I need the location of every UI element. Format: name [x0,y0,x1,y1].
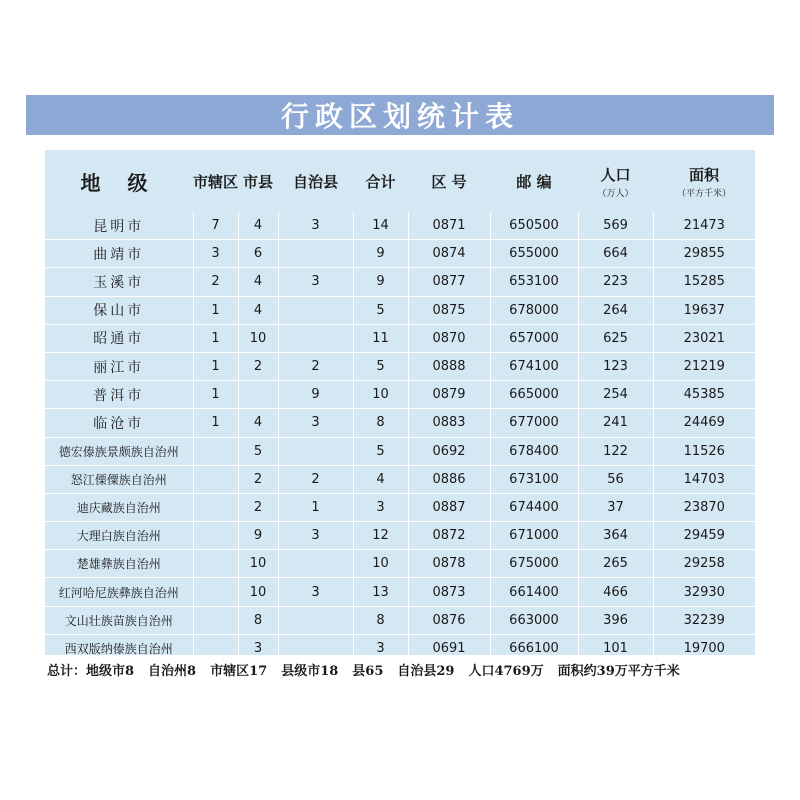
cell-area: 23870 [653,493,755,521]
cell-autonomous: 3 [278,212,353,240]
header-cities: 市县 [242,172,273,191]
cell-total: 14 [353,212,408,240]
header-total: 合计 [365,172,396,191]
cell-autonomous [278,634,353,662]
cell-population: 466 [578,578,653,606]
cell-districts [193,550,238,578]
table-row [45,437,755,465]
cell-postcode: 657000 [490,324,578,352]
cell-population: 122 [578,437,653,465]
cell-total: 8 [353,606,408,634]
table-header-row [45,150,755,212]
table-row [45,240,755,268]
cell-area-code: 0874 [408,240,490,268]
cell-postcode: 674400 [490,493,578,521]
cell-autonomous: 3 [278,522,353,550]
cell-autonomous: 2 [278,465,353,493]
cell-total: 13 [353,578,408,606]
table-row [45,606,755,634]
cell-area-code: 0873 [408,578,490,606]
cell-postcode: 663000 [490,606,578,634]
cell-name: 楚雄彝族自治州 [45,550,193,578]
cell-name: 玉溪市 [45,268,193,296]
table-body [45,212,755,663]
title-bar [26,95,774,135]
footer-item: 市辖区17 [210,664,268,679]
footer-item: 县65 [352,664,384,679]
cell-cities: 2 [238,493,278,521]
footer-item: 自治州8 [148,664,197,679]
cell-districts: 1 [193,296,238,324]
cell-area: 19700 [653,634,755,662]
cell-name: 普洱市 [45,381,193,409]
cell-autonomous: 1 [278,493,353,521]
footer-summary [47,660,767,679]
cell-area-code: 0871 [408,212,490,240]
header-districts: 市辖区 [193,172,239,191]
cell-population: 265 [578,550,653,578]
table-row [45,296,755,324]
cell-cities: 5 [238,437,278,465]
header-area [653,150,755,212]
cell-area: 14703 [653,465,755,493]
cell-total: 5 [353,352,408,380]
page-title: 行政区划统计表 [280,100,519,133]
cell-postcode: 678000 [490,296,578,324]
cell-area: 24469 [653,409,755,437]
cell-area-code: 0870 [408,324,490,352]
cell-population: 101 [578,634,653,662]
cell-name: 迪庆藏族自治州 [45,493,193,521]
cell-total: 12 [353,522,408,550]
cell-postcode: 655000 [490,240,578,268]
cell-postcode: 650500 [490,212,578,240]
cell-area: 29855 [653,240,755,268]
cell-area-code: 0692 [408,437,490,465]
table-row [45,212,755,240]
table-row [45,578,755,606]
table-row [45,493,755,521]
cell-population: 56 [578,465,653,493]
table-row [45,550,755,578]
cell-cities: 10 [238,578,278,606]
table-row [45,352,755,380]
cell-cities: 10 [238,550,278,578]
cell-postcode: 665000 [490,381,578,409]
cell-population: 254 [578,381,653,409]
cell-population: 264 [578,296,653,324]
cell-population: 364 [578,522,653,550]
header-population [578,150,653,212]
cell-name: 德宏傣族景颇族自治州 [45,437,193,465]
cell-postcode: 674100 [490,352,578,380]
footer-item: 总计：地级市8 [47,664,135,679]
cell-districts: 7 [193,212,238,240]
header-population-unit: （万人） [597,188,634,199]
cell-area: 15285 [653,268,755,296]
table-row [45,324,755,352]
cell-autonomous: 3 [278,578,353,606]
cell-total: 3 [353,634,408,662]
cell-total: 9 [353,240,408,268]
cell-name: 丽江市 [45,352,193,380]
cell-districts [193,465,238,493]
header-postcode: 邮 编 [516,172,552,191]
cell-districts: 1 [193,352,238,380]
cell-name: 大理白族自治州 [45,522,193,550]
cell-districts [193,578,238,606]
cell-total: 5 [353,296,408,324]
stats-table [45,150,755,663]
cell-area: 29258 [653,550,755,578]
cell-area: 19637 [653,296,755,324]
cell-name: 文山壮族苗族自治州 [45,606,193,634]
cell-autonomous [278,437,353,465]
cell-total: 10 [353,550,408,578]
cell-area-code: 0875 [408,296,490,324]
footer-item: 自治县29 [397,664,455,679]
cell-cities: 6 [238,240,278,268]
cell-area: 32930 [653,578,755,606]
header-area-unit: （平方千米） [676,188,731,199]
cell-cities: 2 [238,465,278,493]
cell-name: 保山市 [45,296,193,324]
cell-population: 664 [578,240,653,268]
cell-total: 5 [353,437,408,465]
cell-autonomous: 9 [278,381,353,409]
cell-districts: 1 [193,381,238,409]
cell-area-code: 0872 [408,522,490,550]
header-area-label: 面积 [688,165,719,184]
cell-cities: 8 [238,606,278,634]
cell-districts: 3 [193,240,238,268]
cell-population: 569 [578,212,653,240]
cell-autonomous [278,606,353,634]
cell-autonomous [278,296,353,324]
cell-total: 8 [353,409,408,437]
table-row [45,522,755,550]
cell-name: 曲靖市 [45,240,193,268]
cell-area-code: 0883 [408,409,490,437]
footer-item: 县级市18 [281,664,339,679]
cell-autonomous [278,240,353,268]
cell-population: 37 [578,493,653,521]
cell-total: 11 [353,324,408,352]
cell-total: 9 [353,268,408,296]
header-population-label: 人口 [600,165,631,184]
cell-cities: 2 [238,352,278,380]
cell-cities: 4 [238,268,278,296]
cell-cities: 4 [238,212,278,240]
cell-total: 10 [353,381,408,409]
table-row [45,381,755,409]
cell-postcode: 677000 [490,409,578,437]
cell-postcode: 675000 [490,550,578,578]
cell-area: 21473 [653,212,755,240]
cell-area-code: 0887 [408,493,490,521]
table-row [45,268,755,296]
cell-area-code: 0888 [408,352,490,380]
cell-districts [193,493,238,521]
cell-districts [193,634,238,662]
cell-cities: 10 [238,324,278,352]
table-row [45,465,755,493]
cell-districts: 1 [193,324,238,352]
cell-cities: 3 [238,634,278,662]
cell-population: 223 [578,268,653,296]
cell-name: 昭通市 [45,324,193,352]
cell-districts [193,522,238,550]
cell-name: 怒江傈僳族自治州 [45,465,193,493]
cell-autonomous: 3 [278,268,353,296]
cell-area-code: 0691 [408,634,490,662]
cell-districts: 1 [193,409,238,437]
cell-area-code: 0876 [408,606,490,634]
footer-item: 人口4769万 [468,664,544,679]
cell-area: 32239 [653,606,755,634]
cell-name: 昆明市 [45,212,193,240]
cell-autonomous: 2 [278,352,353,380]
cell-area: 11526 [653,437,755,465]
cell-districts [193,606,238,634]
cell-cities: 4 [238,409,278,437]
header-area-code: 区 号 [431,172,467,191]
cell-population: 625 [578,324,653,352]
cell-postcode: 666100 [490,634,578,662]
cell-area: 45385 [653,381,755,409]
cell-population: 396 [578,606,653,634]
cell-population: 241 [578,409,653,437]
table-row [45,634,755,662]
cell-autonomous: 3 [278,409,353,437]
cell-area: 23021 [653,324,755,352]
cell-cities: 4 [238,296,278,324]
footer-item: 面积约39万平方千米 [557,664,680,679]
cell-cities [238,381,278,409]
cell-total: 4 [353,465,408,493]
cell-autonomous [278,324,353,352]
cell-area-code: 0878 [408,550,490,578]
cell-name: 红河哈尼族彝族自治州 [45,578,193,606]
cell-districts: 2 [193,268,238,296]
cell-area: 29459 [653,522,755,550]
cell-postcode: 673100 [490,465,578,493]
cell-districts [193,437,238,465]
cell-total: 3 [353,493,408,521]
cell-area-code: 0886 [408,465,490,493]
cell-population: 123 [578,352,653,380]
cell-cities: 9 [238,522,278,550]
cell-postcode: 661400 [490,578,578,606]
header-autonomous-counties: 自治县 [292,172,338,191]
cell-name: 临沧市 [45,409,193,437]
cell-name: 西双版纳傣族自治州 [45,634,193,662]
cell-area-code: 0877 [408,268,490,296]
cell-postcode: 653100 [490,268,578,296]
cell-area: 21219 [653,352,755,380]
cell-postcode: 671000 [490,522,578,550]
header-region: 地 级 [80,170,158,195]
cell-autonomous [278,550,353,578]
cell-postcode: 678400 [490,437,578,465]
stats-table-container [45,150,755,655]
cell-area-code: 0879 [408,381,490,409]
table-row [45,409,755,437]
